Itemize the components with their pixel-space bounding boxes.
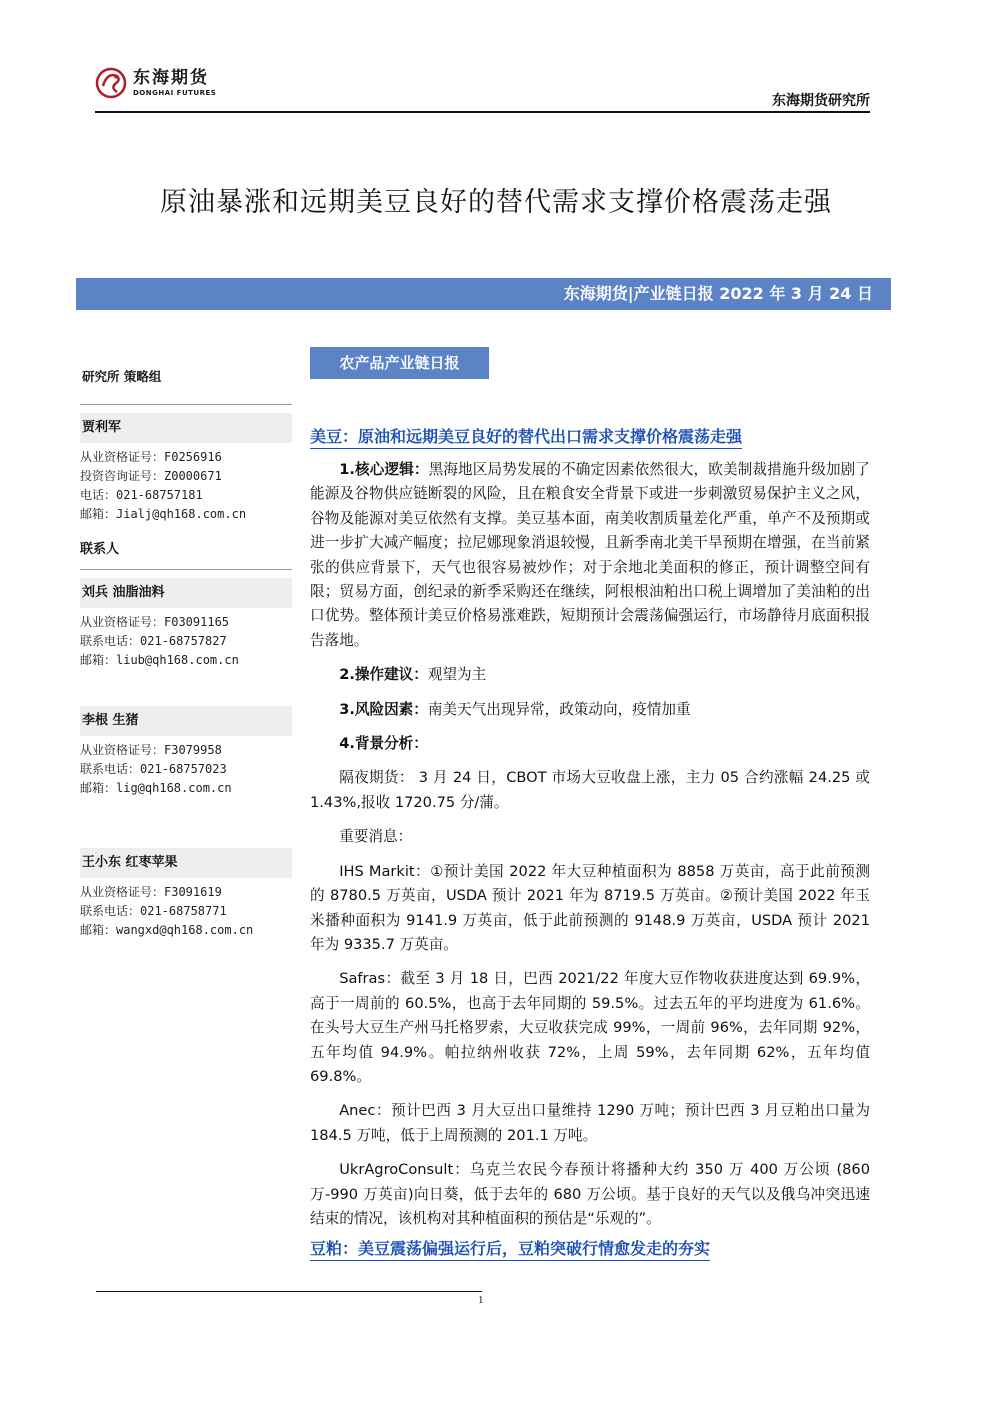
contact-email: 邮箱：liub@qh168.com.cn — [80, 653, 239, 667]
logo-chinese-name: 东海期货 — [133, 67, 209, 88]
contact-phone: 联系电话：021-68757827 — [80, 634, 227, 648]
core-logic-text: 黑海地区局势发展的不确定因素依然很大，欧美制裁措施升级加剧了能源及谷物供应链断裂的风险，且在粮食安全背景下或进一步刺激贸易保护主义之风，谷物及能源对美豆依然有支撑。美豆基本面，南美收割质量差化严重，单产不及预期或进一步扩大减产幅度；拉尼娜现象消退较慢，且新季南北美干旱预期在增强，在当前紧张的供应背景下，天气也很容易被炒作；对于余地北美面积的修正，预计调整空间有限；贸易方面，创纪录的新季采购还在继续，阿根根油粕出口税上调增加了美油粕的出口优势。整体预计美豆价格易涨难跌，短期预计会震荡偏强运行，市场静待月底面积报告落地。 — [310, 461, 870, 649]
institute-name: 东海期货研究所 — [772, 93, 870, 109]
contact-phone: 联系电话：021-68757023 — [80, 762, 227, 776]
risk-paragraph — [310, 698, 870, 722]
analyst-email: 邮箱：Jialj@qh168.com.cn — [80, 507, 247, 521]
risk-text: 南美天气出现异常，政策动向，疫情加重 — [427, 700, 691, 718]
contacts-label: 联系人 — [80, 542, 120, 557]
ukragro-paragraph: UkrAgroConsult：乌克兰农民今春预计将播种大约 350 万 400 万公顷 (860 万-990 万英亩)向日葵，低于去年的 680 万公顷。基于良好的天气以及俄乌冲突迅速结束的情况，该机构对其种植面积的预估是“乐观的”。 — [310, 1161, 870, 1227]
footer-divider — [96, 1291, 482, 1292]
contact-license: 从业资格证号：F3079958 — [80, 743, 222, 757]
dragon-logo-icon — [95, 66, 127, 100]
report-title: 原油暴涨和远期美豆良好的替代需求支撑价格震荡走强 — [160, 187, 832, 218]
core-logic-label: 1.核心逻辑： — [339, 461, 429, 478]
analyst-phone: 电话：021-68757181 — [80, 488, 203, 502]
contact-license: 从业资格证号：F03091165 — [80, 615, 230, 629]
analyst-info — [80, 448, 292, 524]
sidebar-divider — [80, 569, 292, 570]
ihs-paragraph: IHS Markit：①预计美国 2022 年大豆种植面积为 8858 万英亩，高于此前预测的 8780.5 万英亩，USDA 预计 2021 年为 8719.5 万英亩。②预计美国 2022 年玉米播种面积为 9141.9 万英亩，低于此前预测的 9148.9 万英亩，USDA 预计 2021 年为 9335.7 万英亩。 — [310, 862, 870, 953]
news-label: 重要消息： — [339, 828, 413, 846]
section-title-soymeal: 豆粕：美豆震荡偏强运行后，豆粕突破行情愈发走的夯实 — [310, 1236, 710, 1261]
report-banner: 东海期货|产业链日报 2022 年 3 月 24 日 — [76, 278, 891, 310]
futures-paragraph: 隔夜期货： 3 月 24 日，CBOT 市场大豆收盘上涨，主力 05 合约涨幅 24.25 或 1.43%,报收 1720.75 分/蒲。 — [310, 769, 870, 811]
contact-name: 李根 生猪 — [80, 706, 292, 736]
header-divider — [95, 111, 870, 113]
logo-english-name: DONGHAI FUTURES — [133, 88, 217, 97]
analyst-license: 从业资格证号：F0256916 — [80, 450, 222, 464]
contact-email: 邮箱：lig@qh168.com.cn — [80, 781, 232, 795]
anec-paragraph: Anec：预计巴西 3 月大豆出口量维持 1290 万吨；预计巴西 3 月豆粕出口量为 184.5 万吨，低于上周预测的 201.1 万吨。 — [310, 1102, 870, 1144]
page-number: 1 — [478, 1294, 484, 1306]
contact-name: 王小东 红枣苹果 — [80, 848, 292, 878]
core-logic-paragraph — [310, 458, 870, 653]
safras-paragraph: Safras：截至 3 月 18 日，巴西 2021/22 年度大豆作物收获进度达到 69.9%，高于一周前的 60.5%，也高于去年同期的 59.5%。过去五年的平均进度为 61.6%。在头号大豆生产州马托格罗索，大豆收获完成 99%，一周前 96%，去年同期 92%，五年均值 94.9%。帕拉纳州收获 72%，上周 59%，去年同期 62%，五年均值 69.8%。 — [310, 970, 870, 1085]
analyst-consult-license: 投资咨询证号：Z0000671 — [80, 469, 222, 483]
contact-info — [80, 613, 292, 670]
contact-info — [80, 883, 292, 940]
contact-license: 从业资格证号：F3091619 — [80, 885, 222, 899]
analyst-name: 贾利军 — [80, 413, 292, 443]
risk-label: 3.风险因素： — [339, 700, 428, 718]
company-logo — [95, 66, 216, 100]
contact-info — [80, 741, 292, 798]
sidebar-divider — [80, 404, 292, 405]
section-body-soybean — [310, 458, 870, 1241]
operation-text: 观望为主 — [427, 666, 487, 684]
operation-label: 2.操作建议： — [339, 666, 428, 684]
background-paragraph — [310, 732, 870, 756]
dept-label: 研究所 策略组 — [80, 362, 292, 392]
category-label: 农产品产业链日报 — [310, 347, 489, 379]
contact-phone: 联系电话：021-68758771 — [80, 904, 227, 918]
contact-email: 邮箱：wangxd@qh168.com.cn — [80, 923, 254, 937]
section-title-soybean: 美豆：原油和远期美豆良好的替代出口需求支撑价格震荡走强 — [310, 424, 742, 449]
contact-name: 刘兵 油脂油料 — [80, 578, 292, 608]
background-label: 4.背景分析： — [339, 735, 428, 753]
sidebar — [80, 362, 292, 940]
operation-paragraph — [310, 663, 870, 687]
